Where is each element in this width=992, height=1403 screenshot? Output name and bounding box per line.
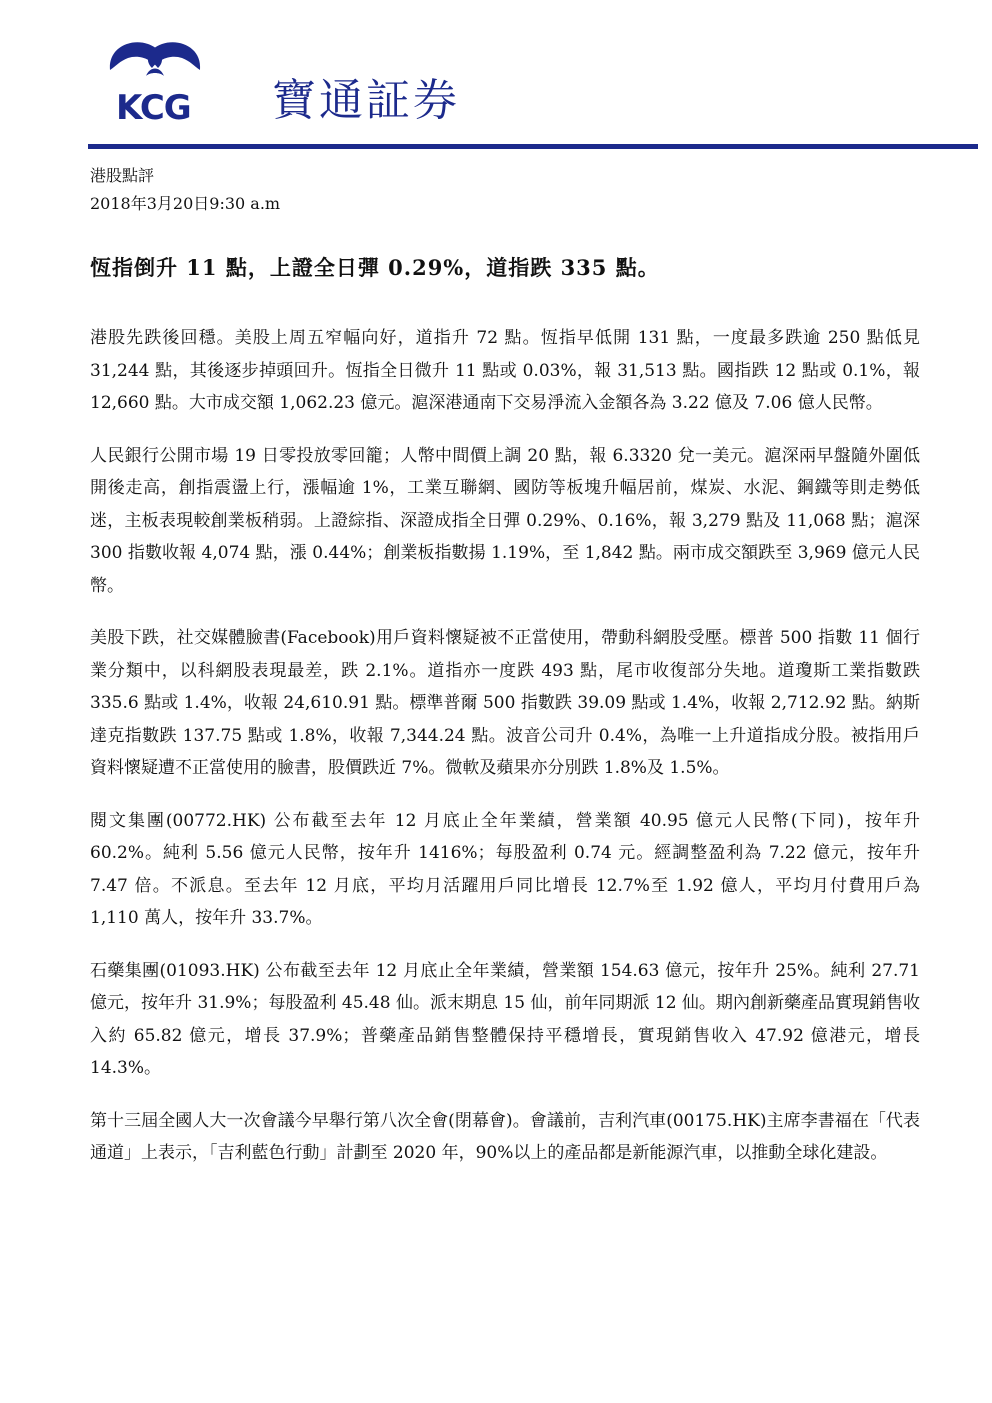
report-headline: 恆指倒升 11 點，上證全日彈 0.29%，道指跌 335 點。 xyxy=(90,255,660,280)
paragraph-china-literature: 閱文集團(00772.HK) 公布截至去年 12 月底止全年業績，營業額 40.95 億元人民幣(下同)，按年升 60.2%。純利 5.56 億元人民幣，按年升 1416%；每股盈利 0.74 元。經調整盈利為 7.22 億元，按年升 7.47 倍。不派息。至去年 12 月底，平均月活躍用戶同比增長 12.7%至 1.92 億人，平均月付費用戶為 1,110 萬人，按年升 33.7%。 xyxy=(90,810,920,928)
paragraph-geely: 第十三屆全國人大一次會議今早舉行第八次全會(閉幕會)。會議前，吉利汽車(00175.HK)主席李書福在「代表通道」上表示，「吉利藍色行動」計劃至 2020 年，90%以上的產品都是新能源汽車，以推動全球化建設。 xyxy=(90,1110,920,1163)
logo-wordmark: KCG xyxy=(116,88,191,128)
report-datetime: 2018年3月20日9:30 a.m xyxy=(90,194,281,213)
report-category: 港股點評 xyxy=(90,166,155,185)
company-name: 寶通証券 xyxy=(272,75,460,126)
paragraph-hk-market: 港股先跌後回穩。美股上周五窄幅向好，道指升 72 點。恆指早低開 131 點，一度最多跌逾 250 點低見 31,244 點，其後逐步掉頭回升。恆指全日微升 11 點或 0.03%，報 31,513 點。國指跌 12 點或 0.1%，報 12,660 點。大市成交額 1,062.23 億元。滬深港通南下交易淨流入金額各為 3.22 億及 7.06 億人民幣。 xyxy=(90,328,920,413)
kcg-logo xyxy=(100,30,210,128)
paragraph-china-market: 人民銀行公開市場 19 日零投放零回籠；人幣中間價上調 20 點，報 6.3320 兌一美元。滬深兩早盤隨外圍低開後走高，創指震盪上行，漲幅逾 1%，工業互聯網、國防等板塊升幅居前，煤炭、水泥、鋼鐵等則走勢低迷，主板表現較創業板稍弱。上證綜指、深證成指全日彈 0.29%、0.16%，報 3,279 點及 11,068 點；滬深 300 指數收報 4,074 點，漲 0.44%；創業板指數揚 1.19%，至 1,842 點。兩市成交額跌至 3,969 億元人民幣。 xyxy=(90,445,920,596)
report-body xyxy=(90,322,920,1190)
page-header xyxy=(0,0,992,160)
kcg-emblem-icon xyxy=(100,30,210,90)
paragraph-cspc: 石藥集團(01093.HK) 公布截至去年 12 月底止全年業績，營業額 154.63 億元，按年升 25%。純利 27.71 億元，按年升 31.9%；每股盈利 45.48 仙。派末期息 15 仙，前年同期派 12 仙。期內創新藥產品實現銷售收入約 65.82 億元，增長 37.9%；普藥產品銷售整體保持平穩增長，實現銷售收入 47.92 億港元，增長 14.3%。 xyxy=(90,960,920,1078)
paragraph-us-market: 美股下跌，社交媒體臉書(Facebook)用戶資料懷疑被不正當使用，帶動科網股受壓。標普 500 指數 11 個行業分類中，以科網股表現最差，跌 2.1%。道指亦一度跌 493 點，尾市收復部分失地。道瓊斯工業指數跌 335.6 點或 1.4%，收報 24,610.91 點。標準普爾 500 指數跌 39.09 點或 1.4%，收報 2,712.92 點。納斯達克指數跌 137.75 點或 1.8%，收報 7,344.24 點。波音公司升 0.4%，為唯一上升道指成分股。被指用戶資料懷疑遭不正當使用的臉書，股價跌近 7%。微軟及蘋果亦分別跌 1.8%及 1.5%。 xyxy=(90,628,920,778)
header-divider xyxy=(88,144,978,149)
report-meta xyxy=(90,162,280,218)
